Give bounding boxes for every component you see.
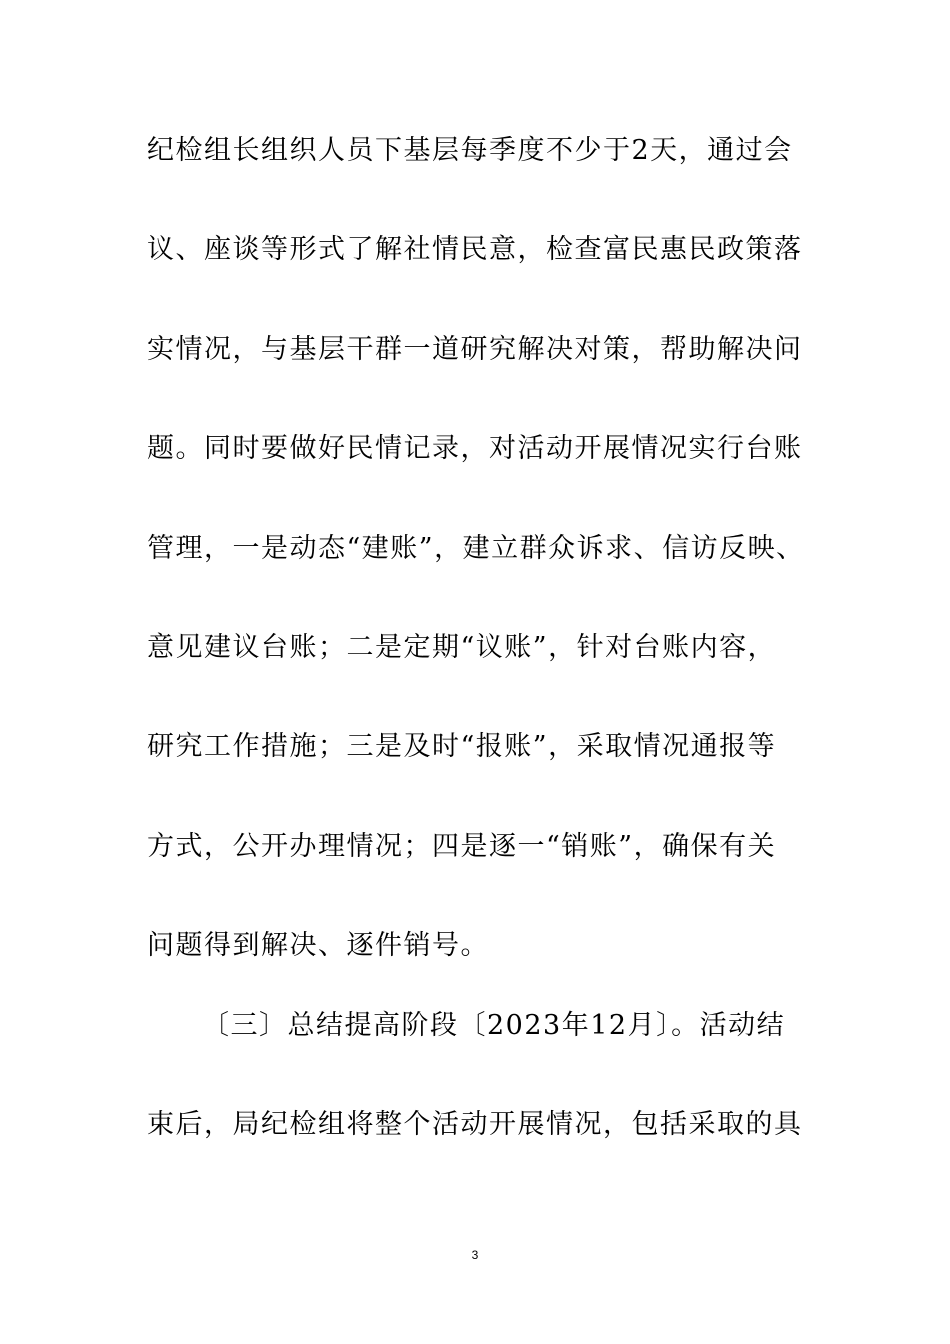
text-line-9: 问题得到解决、逐件销号。 xyxy=(147,930,489,961)
page-number: 3 xyxy=(471,1248,479,1262)
text-line-6: 意见建议台账；二是定期“议账”，针对台账内容， xyxy=(147,632,777,663)
text-line-2: 议、座谈等形式了解社情民意，检查富民惠民政策落 xyxy=(147,234,803,265)
text-line-4: 题。同时要做好民情记录，对活动开展情况实行台账 xyxy=(147,433,803,464)
text-line-7: 研究工作措施；三是及时“报账”，采取情况通报等 xyxy=(147,731,777,762)
text-line-3: 实情况，与基层干群一道研究解决对策，帮助解决问 xyxy=(147,334,803,365)
text-line-1: 纪检组长组织人员下基层每季度不少于2天，通过会 xyxy=(147,135,793,166)
text-line-11: 束后，局纪检组将整个活动开展情况，包括采取的具 xyxy=(147,1109,803,1140)
text-line-5: 管理，一是动态“建账”，建立群众诉求、信访反映、 xyxy=(147,533,805,564)
text-line-8: 方式，公开办理情况；四是逐一“销账”，确保有关 xyxy=(147,831,777,862)
section-heading-line: 〔三〕总结提高阶段〔2023年12月〕。活动结 xyxy=(202,1010,786,1041)
